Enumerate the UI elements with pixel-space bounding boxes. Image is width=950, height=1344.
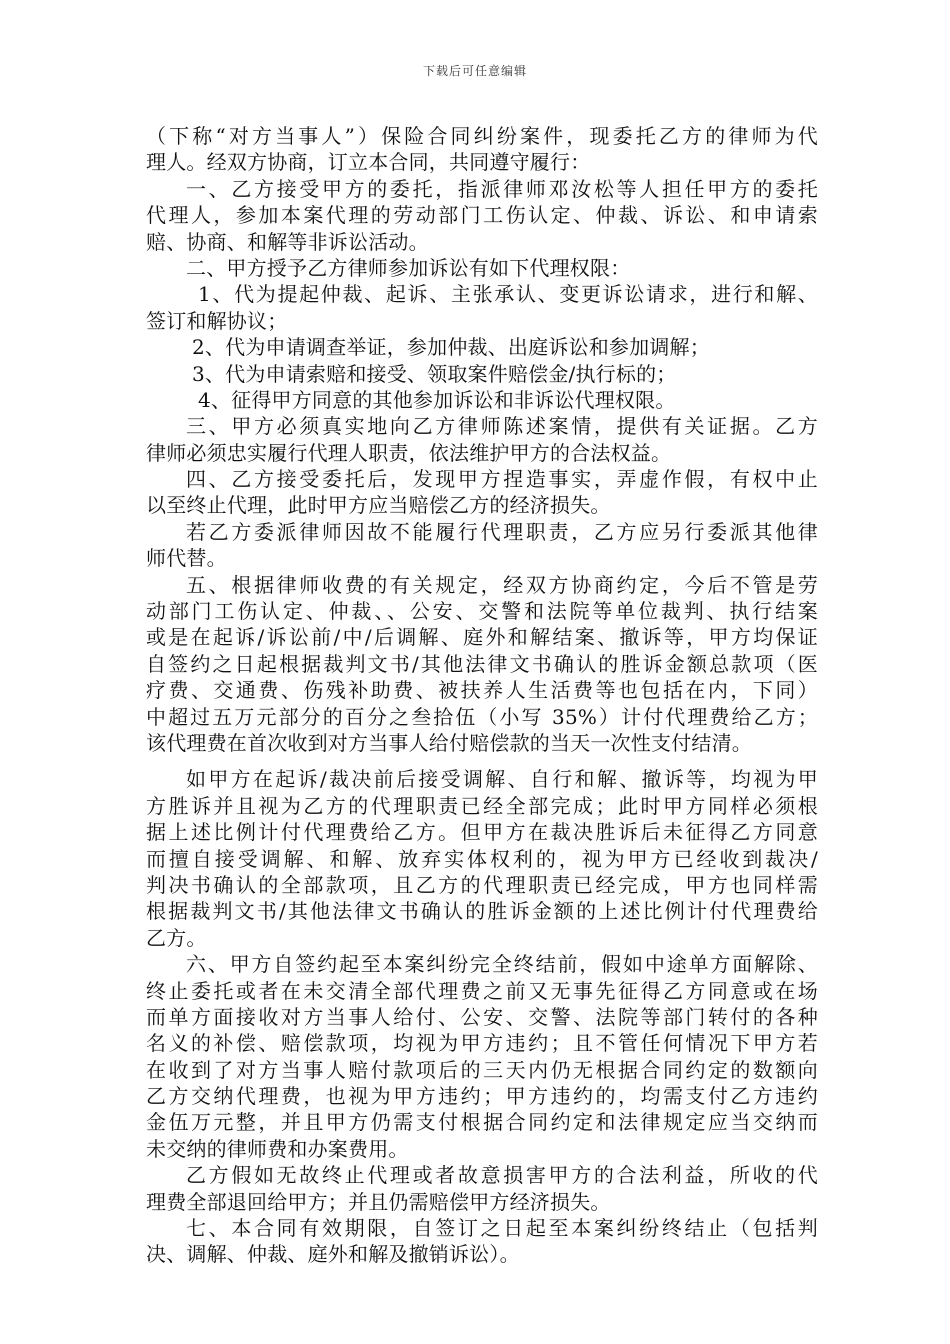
paragraph-line: （下称“对方当事人”）保险合同纠纷案件，现委托乙方的律师为代	[146, 124, 818, 148]
paragraph-line: 律师必须忠实履行代理人职责，依法维护甲方的合法权益。	[146, 440, 672, 465]
paragraph	[146, 413, 818, 466]
paragraph-line: 师代替。	[146, 546, 227, 571]
paragraph	[146, 951, 818, 1162]
paragraph-line: 三、甲方必须真实地向乙方律师陈述案情，提供有关证据。乙方	[186, 414, 818, 439]
paragraph-line: 4、征得甲方同意的其他参加诉讼和非诉讼代理权限。	[198, 387, 676, 412]
paragraph-line: 五、根据律师收费的有关规定，经双方协商约定，今后不管是劳	[186, 572, 818, 597]
paragraph-line: 理人。经双方协商，订立本合同，共同遵守履行：	[146, 150, 591, 175]
paragraph-line: 该代理费在首次收到对方当事人给付赔偿款的当天一次性支付结清。	[146, 730, 752, 755]
paragraph-line: 二、甲方授予乙方律师参加诉讼有如下代理权限：	[186, 255, 631, 280]
paragraph-line: 终止委托或者在未交清全部代理费之前又无事先征得乙方同意或在场	[146, 978, 818, 1003]
paragraph-line: 一、乙方接受甲方的委托，指派律师邓汝松等人担任甲方的委托	[186, 176, 818, 201]
paragraph-line: 乙方假如无故终止代理或者故意损害甲方的合法利益，所收的代	[186, 1163, 818, 1188]
paragraph-line: 自签约之日起根据裁判文书/其他法律文书确认的胜诉金额总款项（医	[146, 651, 818, 676]
paragraph-line: 四、乙方接受委托后，发现甲方捏造事实，弄虚作假，有权中止	[186, 467, 818, 492]
paragraph-line: 以至终止代理，此时甲方应当赔偿乙方的经济损失。	[146, 493, 611, 518]
paragraph-line: 名义的补偿、赔偿款项，均视为甲方违约；且不管任何情况下甲方若	[146, 1031, 818, 1056]
paragraph	[146, 766, 818, 951]
paragraph-line: 赔、协商、和解等非诉讼活动。	[146, 229, 429, 254]
paragraph	[146, 1215, 818, 1268]
contract-body	[146, 123, 818, 1268]
paragraph	[146, 123, 818, 176]
paragraph	[146, 176, 818, 255]
paragraph-line: 七、本合同有效期限，自签订之日起至本案纠纷终结止（包括判	[186, 1216, 818, 1241]
paragraph-line: 签订和解协议；	[146, 308, 288, 333]
paragraph-line: 而单方面接收对方当事人给付、公安、交警、法院等部门转付的各种	[146, 1004, 818, 1029]
paragraph	[146, 519, 818, 572]
paragraph-line: 中超过五万元部分的百分之叁拾伍（小写 35%）计付代理费给乙方；	[146, 704, 818, 729]
paragraph-line: 未交纳的律师费和办案费用。	[146, 1136, 409, 1161]
paragraph-line: 而擅自接受调解、和解、放弃实体权利的，视为甲方已经收到裁决/	[146, 846, 818, 871]
paragraph	[146, 255, 818, 281]
paragraph-line: 疗费、交通费、伤残补助费、被扶养人生活费等也包括在内，下同）	[146, 678, 818, 703]
paragraph-line: 动部门工伤认定、仲裁、、公安、交警和法院等单位裁判、执行结案	[146, 599, 818, 624]
paragraph-line: 代理人，参加本案代理的劳动部门工伤认定、仲裁、诉讼、和申请索	[146, 203, 818, 228]
paragraph-line: 方胜诉并且视为乙方的代理职责已经全部完成；此时甲方同样必须根	[146, 793, 818, 818]
paragraph-line: 决、调解、仲裁、庭外和解及撤销诉讼）。	[146, 1242, 520, 1267]
paragraph	[146, 572, 818, 757]
paragraph-line: 如甲方在起诉/裁决前后接受调解、自行和解、撤诉等，均视为甲	[186, 767, 818, 792]
paragraph	[146, 361, 818, 387]
paragraph	[146, 466, 818, 519]
paragraph-line: 根据裁判文书/其他法律文书确认的胜诉金额的上述比例计付代理费给	[146, 899, 818, 924]
paragraph-line: 2、代为申请调查举证，参加仲裁、出庭诉讼和参加调解；	[192, 335, 710, 360]
paragraph	[146, 1162, 818, 1215]
paragraph-line: 或是在起诉/诉讼前/中/后调解、庭外和解结案、撤诉等，甲方均保证	[146, 625, 818, 650]
page-header-note: 下载后可任意编辑	[422, 64, 527, 78]
paragraph	[146, 334, 818, 360]
paragraph-line: 判决书确认的全部款项，且乙方的代理职责已经完成，甲方也同样需	[146, 872, 818, 897]
paragraph-line: 六、甲方自签约起至本案纠纷完全终结前，假如中途单方面解除、	[186, 952, 818, 977]
paragraph-line: 1、代为提起仲裁、起诉、主张承认、变更诉讼请求，进行和解、	[198, 282, 818, 307]
paragraph	[146, 281, 818, 334]
paragraph-line: 金伍万元整，并且甲方仍需支付根据合同约定和法律规定应当交纳而	[146, 1110, 818, 1135]
paragraph-line: 在收到了对方当事人赔付款项后的三天内仍无根据合同约定的数额向	[146, 1057, 818, 1082]
paragraph-line: 乙方交纳代理费，也视为甲方违约；甲方违约的，均需支付乙方违约	[146, 1084, 818, 1109]
paragraph-line: 乙方。	[146, 925, 207, 950]
paragraph-line: 3、代为申请索赔和接受、领取案件赔偿金/执行标的；	[192, 361, 677, 386]
paragraph	[146, 387, 818, 413]
paragraph-gap	[146, 756, 818, 766]
paragraph-line: 理费全部退回给甲方；并且仍需赔偿甲方经济损失。	[146, 1189, 611, 1214]
paragraph-line: 据上述比例计付代理费给乙方。但甲方在裁决胜诉后未征得乙方同意	[146, 820, 818, 845]
paragraph-line: 若乙方委派律师因故不能履行代理职责，乙方应另行委派其他律	[186, 519, 818, 544]
